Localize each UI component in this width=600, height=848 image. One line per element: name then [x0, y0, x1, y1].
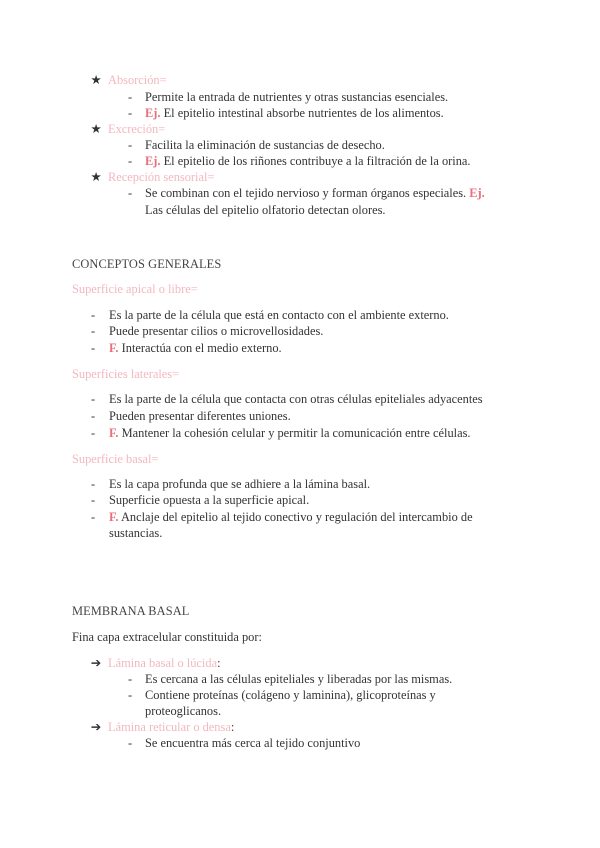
layer-detail-continuation: proteoglicanos.: [145, 704, 222, 718]
function-title: Absorción=: [108, 73, 167, 87]
dash-bullet: -: [91, 392, 96, 406]
list-item: Pueden presentar diferentes uniones.: [109, 409, 291, 423]
list-item: Puede presentar cilios o microvellosidades.: [109, 324, 324, 338]
dash-bullet: -: [128, 154, 133, 168]
layer-detail: Contiene proteínas (colágeno y laminina), glicoproteínas y: [145, 688, 436, 702]
dash-bullet: -: [91, 308, 96, 322]
intro-text: Fina capa extracelular constituida por:: [72, 630, 262, 644]
list-item: Es la parte de la célula que contacta con otras células epiteliales adyacentes: [109, 392, 483, 406]
function-detail: Permite la entrada de nutrientes y otras sustancias esenciales.: [145, 90, 449, 104]
function-example: Ej. El epitelio intestinal absorbe nutrientes de los alimentos.: [145, 106, 444, 120]
dash-bullet: -: [128, 736, 133, 750]
function-detail: Se combinan con el tejido nervioso y forman órganos especiales. Ej.: [145, 186, 485, 200]
star-icon: ★: [90, 73, 102, 87]
layer-detail: Se encuentra más cerca al tejido conjuntivo: [145, 736, 361, 750]
dash-bullet: -: [91, 324, 96, 338]
dash-bullet: -: [128, 186, 133, 200]
subsection-title-laterales: Superficies laterales=: [72, 367, 180, 381]
dash-bullet: -: [91, 426, 96, 440]
dash-bullet: -: [128, 106, 133, 120]
function-detail: Facilita la eliminación de sustancias de desecho.: [145, 138, 385, 152]
list-item: Es la capa profunda que se adhiere a la lámina basal.: [109, 477, 371, 491]
dash-bullet: -: [128, 138, 133, 152]
arrow-right-icon: ➔: [90, 720, 102, 734]
subsection-title-apical: Superficie apical o libre=: [72, 282, 198, 296]
layer-detail: Es cercana a las células epiteliales y liberadas por las mismas.: [145, 672, 453, 686]
dash-bullet: -: [91, 409, 96, 423]
star-icon: ★: [90, 170, 102, 184]
star-icon: ★: [90, 122, 102, 136]
section-heading-membrana: MEMBRANA BASAL: [72, 604, 190, 618]
layer-title: Lámina basal o lúcida:: [108, 656, 221, 670]
subsection-title-basal: Superficie basal=: [72, 452, 159, 466]
layer-title: Lámina reticular o densa:: [108, 720, 235, 734]
dash-bullet: -: [128, 688, 133, 702]
list-item-function: F. Interactúa con el medio externo.: [109, 341, 282, 355]
dash-bullet: -: [128, 90, 133, 104]
list-item-function: F. Anclaje del epitelio al tejido conectivo y regulación del intercambio de: [109, 510, 473, 524]
list-item-function: F. Mantener la cohesión celular y permitir la comunicación entre células.: [109, 426, 471, 440]
dash-bullet: -: [91, 341, 96, 355]
section-heading-conceptos: CONCEPTOS GENERALES: [72, 257, 222, 271]
dash-bullet: -: [128, 672, 133, 686]
dash-bullet: -: [91, 510, 96, 524]
function-title: Excreción=: [108, 122, 166, 136]
function-example: Ej. El epitelio de los riñones contribuye a la filtración de la orina.: [145, 154, 471, 168]
list-item: Superficie opuesta a la superficie apical.: [109, 493, 310, 507]
function-detail-continuation: Las células del epitelio olfatorio detectan olores.: [145, 203, 386, 217]
list-item-continuation: sustancias.: [109, 526, 163, 540]
list-item: Es la parte de la célula que está en contacto con el ambiente externo.: [109, 308, 449, 322]
dash-bullet: -: [91, 493, 96, 507]
dash-bullet: -: [91, 477, 96, 491]
function-title: Recepción sensorial=: [108, 170, 215, 184]
arrow-right-icon: ➔: [90, 656, 102, 670]
